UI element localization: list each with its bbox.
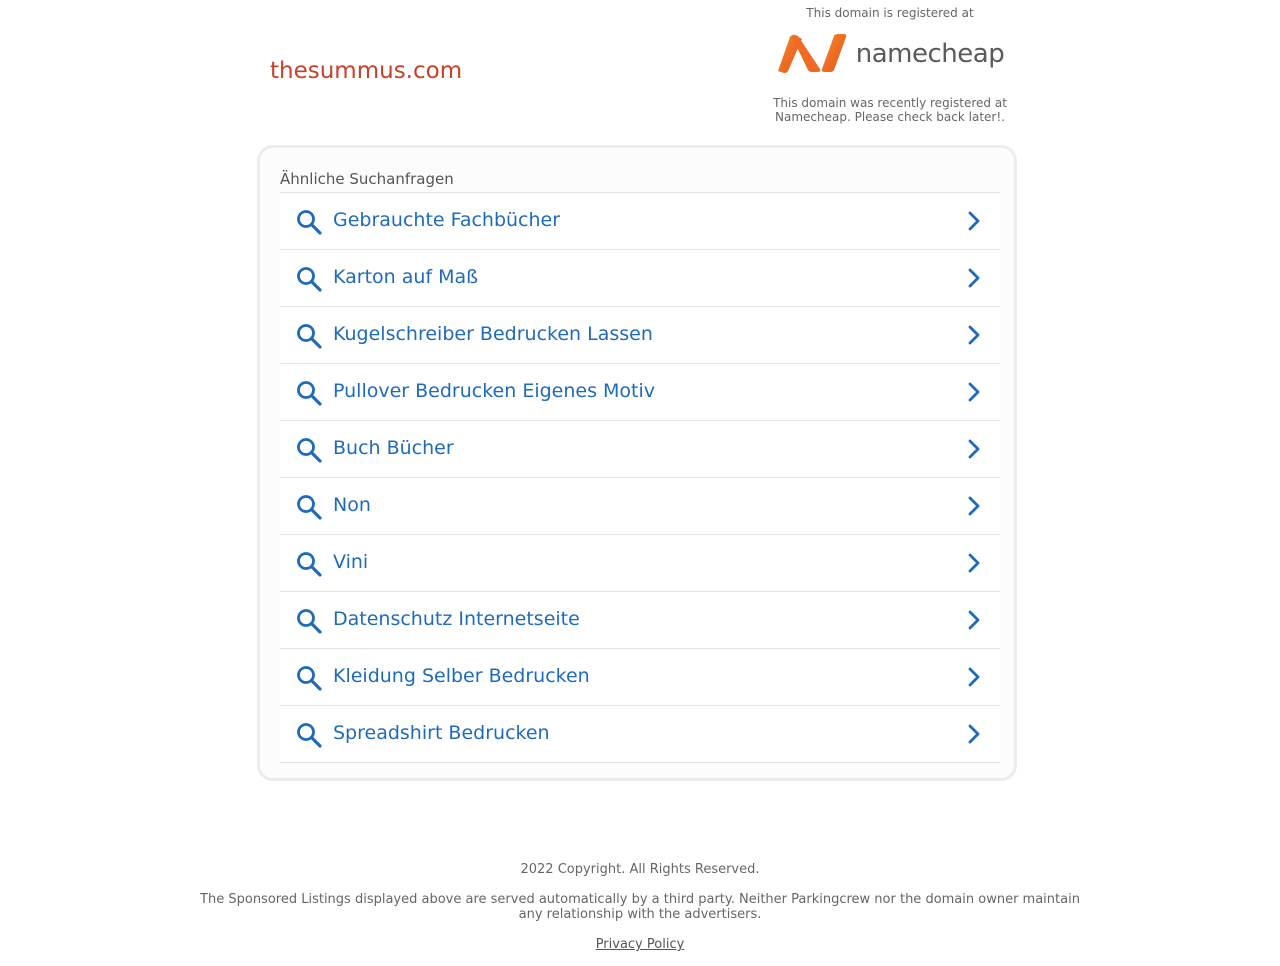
list-item[interactable] — [280, 364, 1000, 421]
list-item[interactable] — [280, 478, 1000, 535]
chevron-right-icon — [966, 324, 982, 346]
list-item-label: Kleidung Selber Bedrucken — [333, 665, 590, 687]
list-item-label: Pullover Bedrucken Eigenes Motiv — [333, 380, 656, 402]
namecheap-logo-text: namecheap — [855, 39, 1005, 69]
list-item[interactable] — [280, 250, 1000, 307]
related-searches-card — [257, 145, 1017, 781]
search-icon — [296, 266, 322, 292]
registrar-info — [760, 5, 1020, 124]
list-item-label: Vini — [333, 551, 369, 573]
domain-name: thesummus.com — [270, 58, 463, 84]
header — [0, 0, 1280, 140]
privacy-policy-link[interactable]: Privacy Policy — [595, 937, 685, 952]
chevron-right-icon — [966, 666, 982, 688]
chevron-right-icon — [966, 495, 982, 517]
list-item-label: Non — [333, 494, 371, 516]
list-item[interactable] — [280, 421, 1000, 478]
search-icon — [296, 608, 322, 634]
list-item-label: Gebrauchte Fachbücher — [333, 209, 561, 231]
registrar-top-note: This domain is registered at — [806, 6, 974, 20]
list-item[interactable] — [280, 193, 1000, 250]
search-icon — [296, 437, 322, 463]
list-item[interactable] — [280, 649, 1000, 706]
search-icon — [296, 209, 322, 235]
list-item[interactable] — [280, 307, 1000, 364]
search-icon — [296, 665, 322, 691]
chevron-right-icon — [966, 267, 982, 289]
list-item[interactable] — [280, 706, 1000, 763]
chevron-right-icon — [966, 210, 982, 232]
search-icon — [296, 494, 322, 520]
list-item[interactable] — [280, 592, 1000, 649]
related-searches-list — [280, 192, 1000, 763]
registrar-bottom-note: This domain was recently registered at Namecheap. Please check back later!. — [773, 96, 1007, 124]
chevron-right-icon — [966, 381, 982, 403]
search-icon — [296, 323, 322, 349]
namecheap-logo[interactable] — [760, 32, 1020, 74]
list-item-label: Karton auf Maß — [333, 266, 479, 288]
namecheap-logo-mark-icon — [776, 33, 848, 73]
search-icon — [296, 380, 322, 406]
list-item[interactable] — [280, 535, 1000, 592]
chevron-right-icon — [966, 723, 982, 745]
list-item-label: Datenschutz Internetseite — [333, 608, 580, 630]
chevron-right-icon — [966, 609, 982, 631]
search-icon — [296, 551, 322, 577]
list-item-label: Spreadshirt Bedrucken — [333, 722, 550, 744]
sponsored-disclaimer: The Sponsored Listings displayed above are served automatically by a third party. Neither Parkingcrew nor the domain owner maintain any relationship with the advertisers. — [200, 892, 1080, 922]
chevron-right-icon — [966, 552, 982, 574]
list-item-label: Kugelschreiber Bedrucken Lassen — [333, 323, 653, 345]
list-item-label: Buch Bücher — [333, 437, 454, 459]
copyright-text: 2022 Copyright. All Rights Reserved. — [520, 862, 760, 877]
chevron-right-icon — [966, 438, 982, 460]
search-icon — [296, 722, 322, 748]
footer — [0, 862, 1280, 952]
related-searches-title: Ähnliche Suchanfragen — [280, 170, 454, 188]
